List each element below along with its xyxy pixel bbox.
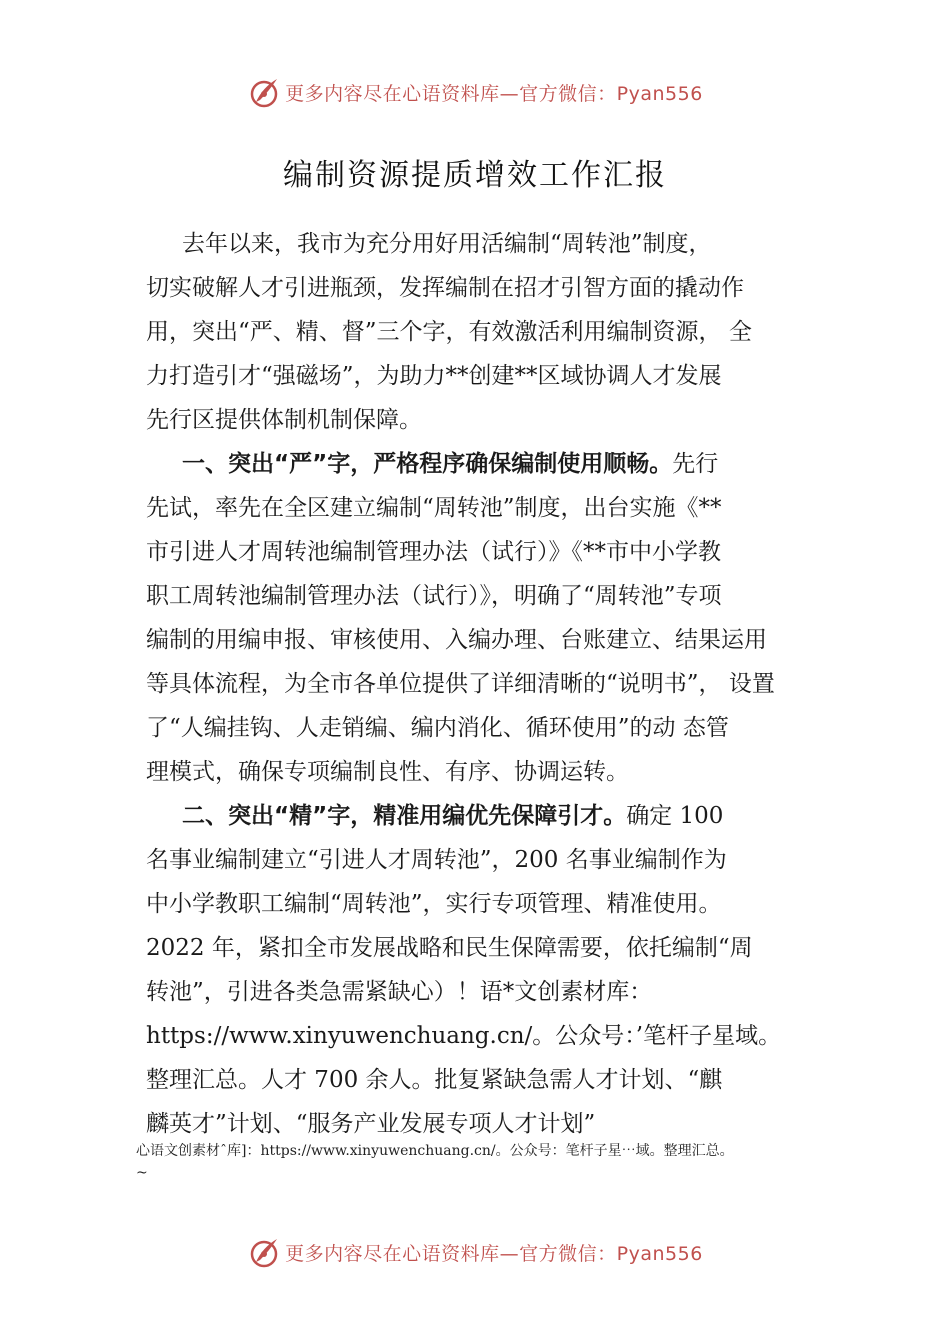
text-line — [146, 442, 846, 486]
text-line: 2022 年，紧扣全市发展战略和民生保障需要，依托编制“周 — [146, 935, 753, 961]
text-line: 中小学教职工编制“周转池”，实行专项管理、精准使用。 — [146, 891, 722, 917]
text-line: 切实破解人才引进瓶颈，发挥编制在招才引智方面的撬动作 — [146, 275, 744, 301]
section-1-paragraph — [146, 442, 846, 794]
section-1-first-line-rest: 先行 — [672, 451, 719, 477]
text-line: 理模式，确保专项编制良性、有序、协调运转。 — [146, 759, 629, 785]
footer-banner — [0, 1232, 950, 1272]
text-line: 力打造引才“强磁场”，为助力**创建**区域协调人才发展 — [146, 363, 722, 389]
quill-ink-logo-icon — [247, 1235, 281, 1269]
text-line: 名事业编制建立“引进人才周转池”，200 名事业编制作为 — [146, 847, 727, 873]
header-banner — [0, 72, 950, 112]
footnote-line: ~ — [136, 1165, 148, 1181]
text-line: 职工周转池编制管理办法（试行）》，明确了“周转池”专项 — [146, 583, 722, 609]
document-body — [146, 222, 846, 1146]
section-2-first-line-rest: 确定 100 — [626, 803, 724, 829]
text-line: 整理汇总。人才 700 余人。批复紧缺急需人才计划、“麒 — [146, 1067, 723, 1093]
text-line: 去年以来，我市为充分用好用活编制“周转池”制度， — [182, 231, 712, 257]
text-line: 市引进人才周转池编制管理办法（试行）》《**市中小学教 — [146, 539, 721, 565]
text-line — [146, 794, 846, 838]
text-line: https://www.xinyuwenchuang.cn/。公众号：’笔杆子星域。 — [146, 1023, 782, 1049]
text-line: 了“人编挂钩、人走销编、编内消化、循环使用”的动 态管 — [146, 715, 729, 741]
header-banner-text: 更多内容尽在心语资料库—官方微信：Pyan556 — [285, 82, 703, 105]
footnote-line: 心语文创素材ˆ库]：https://www.xinyuwenchuang.cn/。公众号：笔杆子星⋯域。整理汇总。 — [136, 1143, 734, 1159]
text-line: 先试，率先在全区建立编制“周转池”制度，出台实施《** — [146, 495, 722, 521]
quill-ink-logo-icon — [247, 75, 281, 109]
footer-banner-text: 更多内容尽在心语资料库—官方微信：Pyan556 — [285, 1242, 703, 1265]
text-line: 编制的用编申报、审核使用、入编办理、台账建立、结果运用 — [146, 627, 767, 653]
text-line: 转池”，引进各类急需紧缺心）！语*文创素材库： — [146, 979, 653, 1005]
section-2-paragraph — [146, 794, 846, 1146]
document-title: 编制资源提质增效工作汇报 — [283, 158, 667, 193]
text-line: 用，突出“严、精、督”三个字，有效激活利用编制资源， 全 — [146, 319, 752, 345]
section-2-heading: 二、突出“精”字，精准用编优先保障引才。 — [182, 803, 627, 829]
text-line: 等具体流程，为全市各单位提供了详细清晰的“说明书”， 设置 — [146, 671, 775, 697]
footnote — [136, 1140, 856, 1184]
section-1-heading: 一、突出“严”字，严格程序确保编制使用顺畅。 — [182, 451, 673, 477]
text-line: 先行区提供体制机制保障。 — [146, 407, 422, 433]
text-line: 麟英才”计划、“服务产业发展专项人才计划” — [146, 1111, 596, 1137]
intro-paragraph — [146, 222, 846, 442]
